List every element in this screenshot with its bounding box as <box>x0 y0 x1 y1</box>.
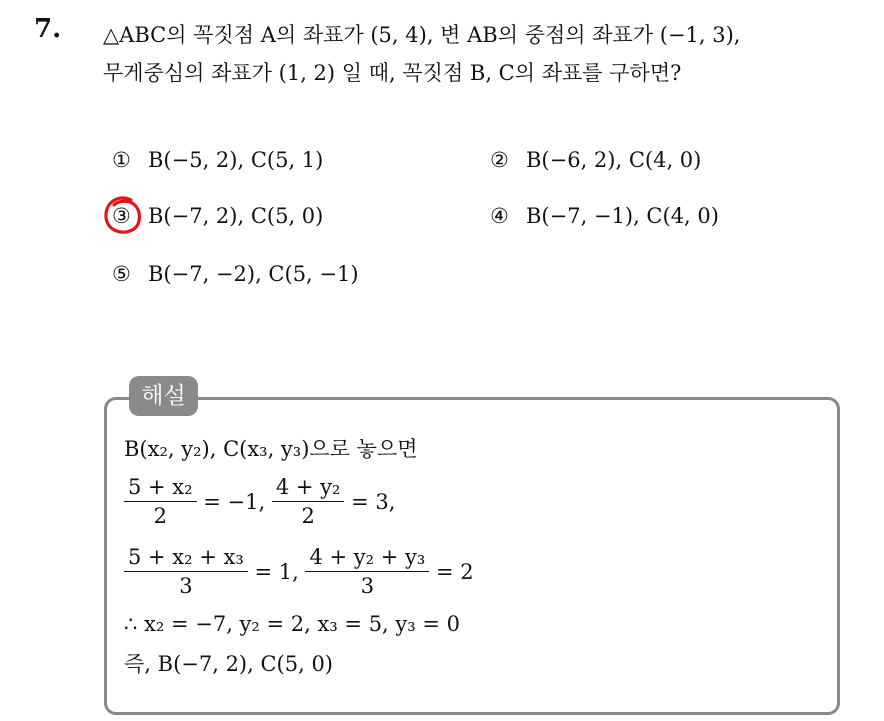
choice-number: ⑤ <box>112 262 131 286</box>
choice-number: ③ <box>112 204 131 228</box>
solution-line-4: ∴ x₂ = −7, y₂ = 2, x₃ = 5, y₃ = 0 <box>124 612 460 636</box>
question-text-line-2: 무게중심의 좌표가 (1, 2) 일 때, 꼭짓점 B, C의 좌표를 구하면? <box>103 61 682 85</box>
equation-rhs: = −1, <box>203 489 266 514</box>
choice-text: B(−7, −2), C(5, −1) <box>148 262 359 286</box>
fraction-numerator: 5 + x₂ <box>124 473 197 502</box>
fraction-denominator: 2 <box>153 504 167 528</box>
choice-number: ④ <box>490 204 509 228</box>
fraction <box>305 543 429 600</box>
fraction-numerator: 4 + y₂ + y₃ <box>305 543 429 572</box>
fraction-denominator: 2 <box>301 504 315 528</box>
choice-1[interactable] <box>112 148 323 172</box>
choice-text: B(−7, −1), C(4, 0) <box>526 204 719 228</box>
solution-equation-row-1 <box>124 473 395 530</box>
equation-rhs: = 2 <box>435 559 474 584</box>
solution-equation-row-2 <box>124 543 474 600</box>
choice-text: B(−6, 2), C(4, 0) <box>526 148 702 172</box>
answer-circle-mark <box>101 194 145 238</box>
solution-line-5: 즉, B(−7, 2), C(5, 0) <box>124 652 333 676</box>
fraction-numerator: 4 + y₂ <box>272 473 345 502</box>
choice-number: ② <box>490 148 509 172</box>
choice-4[interactable] <box>490 204 719 228</box>
equation-rhs: = 3, <box>351 489 396 514</box>
equation-rhs: = 1, <box>254 559 299 584</box>
fraction-denominator: 3 <box>179 574 193 598</box>
choice-text: B(−5, 2), C(5, 1) <box>148 148 324 172</box>
fraction-denominator: 3 <box>360 574 375 598</box>
choice-5[interactable] <box>112 262 359 286</box>
solution-tag: 해설 <box>129 376 198 416</box>
fraction <box>124 473 197 530</box>
solution-line-1: B(x₂, y₂), C(x₃, y₃)으로 놓으면 <box>124 437 418 461</box>
choice-number: ① <box>112 148 131 172</box>
fraction <box>272 473 345 530</box>
choice-text: B(−7, 2), C(5, 0) <box>148 204 324 228</box>
choice-2[interactable] <box>490 148 701 172</box>
question-text-line-1: △ABC의 꼭짓점 A의 좌표가 (5, 4), 변 AB의 중점의 좌표가 (−1, 3), <box>103 23 741 47</box>
fraction <box>124 543 248 600</box>
fraction-numerator: 5 + x₂ + x₃ <box>124 543 248 572</box>
question-number: 7. <box>34 14 62 44</box>
